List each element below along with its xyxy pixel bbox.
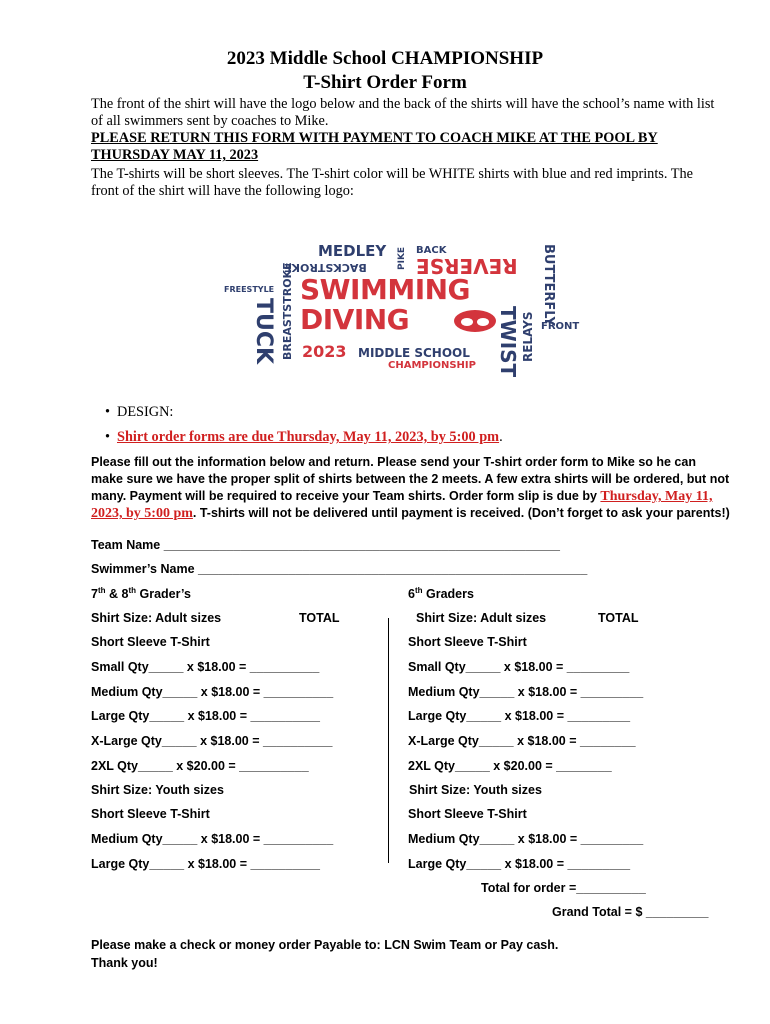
right-row-large[interactable]: Large Qty_____ x $18.00 = _________	[408, 709, 631, 723]
logo-pike: PIKE	[397, 246, 407, 270]
left-row-medium[interactable]: Medium Qty_____ x $18.00 = __________	[91, 685, 334, 699]
left-short-sleeve-youth: Short Sleeve T-Shirt	[91, 807, 210, 821]
column-divider	[388, 618, 389, 863]
championship-logo	[220, 240, 590, 378]
logo-twist: TWIST	[496, 306, 520, 378]
goggles-icon	[452, 308, 498, 334]
left-total-header: TOTAL	[299, 611, 340, 625]
left-adult-sizes: Shirt Size: Adult sizes	[91, 611, 222, 625]
logo-medley: MEDLEY	[318, 242, 387, 260]
left-short-sleeve: Short Sleeve T-Shirt	[91, 635, 210, 649]
logo-middle-school: MIDDLE SCHOOL	[358, 346, 470, 360]
logo-swimming: SWIMMING	[300, 273, 471, 306]
logo-backstroke: BACKSTROKE	[284, 261, 367, 274]
logo-breaststroke: BREASTSTROKE	[281, 262, 294, 360]
right-row-2xl[interactable]: 2XL Qty_____ x $20.00 = ________	[408, 759, 612, 773]
left-row-2xl[interactable]: 2XL Qty_____ x $20.00 = __________	[91, 759, 309, 773]
left-row-xlarge[interactable]: X-Large Qty_____ x $18.00 = __________	[91, 734, 333, 748]
grand-total[interactable]: Grand Total = $ _________	[552, 905, 709, 919]
page-subtitle: T-Shirt Order Form	[303, 72, 467, 93]
right-row-small[interactable]: Small Qty_____ x $18.00 = _________	[408, 660, 630, 674]
logo-championship: CHAMPIONSHIP	[388, 360, 476, 371]
left-row-large[interactable]: Large Qty_____ x $18.00 = __________	[91, 709, 321, 723]
left-youth-large[interactable]: Large Qty_____ x $18.00 = __________	[91, 857, 321, 871]
due-date-text: Shirt order forms are due Thursday, May 11, 2023, by 5:00 pm	[117, 429, 500, 445]
instructions: Please fill out the information below and return. Please send your T-shirt order form to Mike so he can make sure we have the proper split of shirts between the 2 meets. A few extra shirts will be ordered, but not many. Payment will be required to receive your Team shirts. Order form slip is due by Thursday, May 11, 2023, by 5:00 pm. T-shirts will not be delivered until payment is received. (Don’t forget to ask your parents!)	[91, 455, 730, 521]
logo-tuck: TUCK	[251, 298, 276, 365]
logo-reverse: REVERSE	[416, 254, 518, 278]
logo-front: FRONT	[541, 321, 580, 332]
intro-paragraph: The front of the shirt will have the logo below and the back of the shirts will have the school’s name with list of all swimmers sent by coaches to Mike.	[91, 96, 715, 129]
right-row-xlarge[interactable]: X-Large Qty_____ x $18.00 = ________	[408, 734, 636, 748]
total-for-order[interactable]: Total for order =__________	[481, 881, 646, 895]
right-youth-sizes: Shirt Size: Youth sizes	[409, 783, 542, 797]
left-grade-header: 7th & 8th Grader’s	[91, 586, 191, 602]
team-name-field[interactable]: Team Name _________________________________________________________	[91, 538, 560, 552]
right-row-medium[interactable]: Medium Qty_____ x $18.00 = _________	[408, 685, 644, 699]
shirt-description: The T-shirts will be short sleeves. The T-shirt color will be WHITE shirts with blue and red imprints. The front of the shirt will have the following logo:	[91, 166, 693, 199]
left-youth-medium[interactable]: Medium Qty_____ x $18.00 = __________	[91, 832, 334, 846]
instructions-due-date: Thursday, May 11, 2023, by 5:00 pm	[91, 489, 713, 521]
thank-you: Thank you!	[91, 956, 158, 970]
right-total-header: TOTAL	[598, 611, 639, 625]
page-title: 2023 Middle School CHAMPIONSHIP	[226, 48, 544, 69]
left-row-small[interactable]: Small Qty_____ x $18.00 = __________	[91, 660, 320, 674]
right-short-sleeve: Short Sleeve T-Shirt	[408, 635, 527, 649]
bullet-due-date: • Shirt order forms are due Thursday, May 11, 2023, by 5:00 pm.	[117, 429, 503, 446]
logo-back: BACK	[416, 245, 447, 256]
left-youth-sizes: Shirt Size: Youth sizes	[91, 783, 224, 797]
logo-butterfly: BUTTERFLY	[541, 244, 556, 326]
bullet-design: • DESIGN:	[117, 404, 173, 421]
right-grade-header: 6th Graders	[408, 586, 474, 602]
logo-relays: RELAYS	[521, 311, 535, 362]
logo-freestyle: FREESTYLE	[224, 285, 275, 294]
swimmer-name-field[interactable]: Swimmer’s Name ________________________________________________________	[91, 562, 588, 576]
logo-diving: DIVING	[300, 303, 410, 336]
logo-year: 2023	[302, 342, 347, 361]
return-notice: PLEASE RETURN THIS FORM WITH PAYMENT TO COACH MIKE AT THE POOL BY THURSDAY MAY 11, 2023	[91, 130, 658, 163]
right-adult-sizes: Shirt Size: Adult sizes	[416, 611, 547, 625]
payable-note: Please make a check or money order Payable to: LCN Swim Team or Pay cash.	[91, 938, 559, 952]
right-youth-medium[interactable]: Medium Qty_____ x $18.00 = _________	[408, 832, 644, 846]
right-short-sleeve-youth: Short Sleeve T-Shirt	[408, 807, 527, 821]
right-youth-large[interactable]: Large Qty_____ x $18.00 = _________	[408, 857, 631, 871]
